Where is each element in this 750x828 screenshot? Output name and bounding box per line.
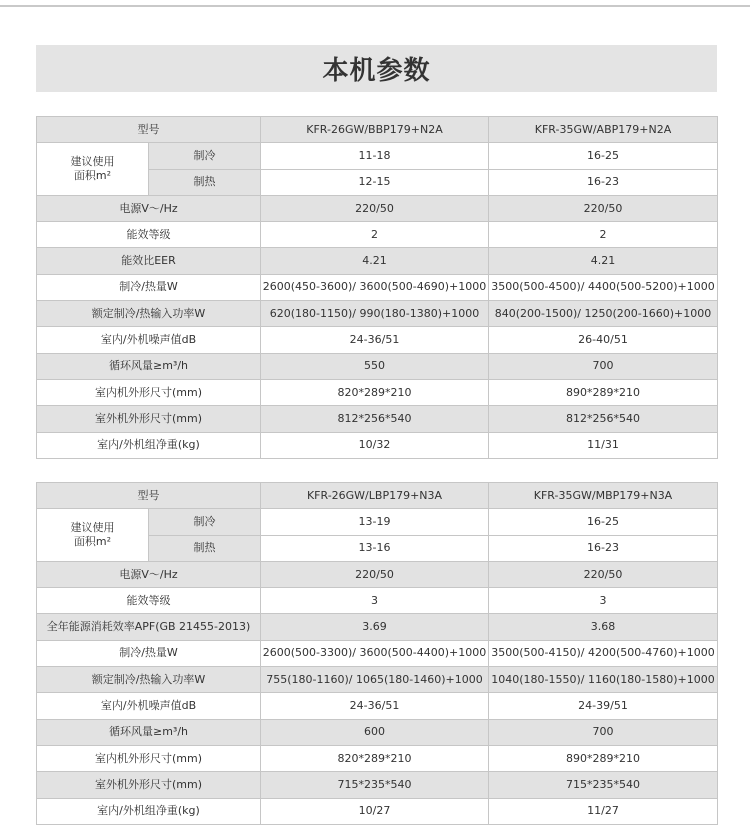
model-label: 型号 [37, 483, 261, 509]
table-row [37, 640, 718, 666]
cool-label: 制冷 [149, 509, 261, 535]
table-row [37, 353, 718, 379]
table-cell: 16-23 [489, 535, 718, 561]
table-cell: 220/50 [261, 561, 489, 587]
table-cell: 10/27 [261, 798, 489, 824]
table-cell: 890*289*210 [489, 745, 718, 771]
table-row [37, 614, 718, 640]
page-title: 本机参数 [322, 56, 431, 86]
table-row [37, 222, 718, 248]
table-cell: 13-19 [261, 509, 489, 535]
table-row [37, 772, 718, 798]
table-cell: 715*235*540 [489, 772, 718, 798]
row-label: 能效等级 [37, 588, 261, 614]
row-label: 循环风量≥m³/h [37, 353, 261, 379]
table-cell: 16-25 [489, 509, 718, 535]
table-row [37, 248, 718, 274]
row-label: 制冷/热量W [37, 274, 261, 300]
row-label: 电源V～/Hz [37, 195, 261, 221]
heat-label: 制热 [149, 169, 261, 195]
table-cell: 220/50 [489, 561, 718, 587]
table-cell: 11/31 [489, 432, 718, 458]
row-label: 电源V～/Hz [37, 561, 261, 587]
table-cell: 24-36/51 [261, 327, 489, 353]
spec-table-1 [36, 116, 718, 459]
row-label: 室外机外形尺寸(mm) [37, 406, 261, 432]
table-cell: 2600(450-3600)/ 3600(500-4690)+1000 [261, 274, 489, 300]
row-label: 循环风量≥m³/h [37, 719, 261, 745]
table-cell: 12-15 [261, 169, 489, 195]
table-cell: 2 [489, 222, 718, 248]
table-cell: 4.21 [489, 248, 718, 274]
table-row [37, 693, 718, 719]
table-row [37, 798, 718, 824]
row-label: 额定制冷/热输入功率W [37, 667, 261, 693]
table-row [37, 667, 718, 693]
row-label: 额定制冷/热输入功率W [37, 301, 261, 327]
top-divider [0, 5, 750, 7]
table-cell: 26-40/51 [489, 327, 718, 353]
table-row [37, 432, 718, 458]
model-name: KFR-26GW/BBP179+N2A [261, 117, 489, 143]
table-cell: 3.68 [489, 614, 718, 640]
title-banner [36, 45, 717, 92]
table-cell: 550 [261, 353, 489, 379]
heat-label: 制热 [149, 535, 261, 561]
table-cell: 11/27 [489, 798, 718, 824]
table-cell: 16-23 [489, 169, 718, 195]
table-cell: 3500(500-4500)/ 4400(500-5200)+1000 [489, 274, 718, 300]
table-row [37, 301, 718, 327]
table-cell: 3500(500-4150)/ 4200(500-4760)+1000 [489, 640, 718, 666]
table-cell: 220/50 [261, 195, 489, 221]
area-cool-row [37, 509, 718, 535]
table-cell: 11-18 [261, 143, 489, 169]
table-row [37, 745, 718, 771]
table-cell: 890*289*210 [489, 379, 718, 405]
table-cell: 3 [489, 588, 718, 614]
row-label: 室内机外形尺寸(mm) [37, 745, 261, 771]
row-label: 室内/外机组净重(kg) [37, 798, 261, 824]
model-name: KFR-35GW/ABP179+N2A [489, 117, 718, 143]
table-cell: 1040(180-1550)/ 1160(180-1580)+1000 [489, 667, 718, 693]
model-name: KFR-26GW/LBP179+N3A [261, 483, 489, 509]
table-cell: 812*256*540 [261, 406, 489, 432]
table-cell: 812*256*540 [489, 406, 718, 432]
header-row [37, 483, 718, 509]
table-cell: 755(180-1160)/ 1065(180-1460)+1000 [261, 667, 489, 693]
row-label: 室外机外形尺寸(mm) [37, 772, 261, 798]
table-cell: 24-39/51 [489, 693, 718, 719]
row-label: 制冷/热量W [37, 640, 261, 666]
table-row [37, 719, 718, 745]
spec-table-2 [36, 482, 718, 825]
row-label: 室内/外机噪声值dB [37, 327, 261, 353]
table-cell: 840(200-1500)/ 1250(200-1660)+1000 [489, 301, 718, 327]
table-cell: 3.69 [261, 614, 489, 640]
row-label: 能效等级 [37, 222, 261, 248]
row-label: 室内机外形尺寸(mm) [37, 379, 261, 405]
table-cell: 700 [489, 719, 718, 745]
row-label: 室内/外机组净重(kg) [37, 432, 261, 458]
table-cell: 3 [261, 588, 489, 614]
area-label: 建议使用 面积m² [37, 509, 149, 562]
table-cell: 600 [261, 719, 489, 745]
model-label: 型号 [37, 117, 261, 143]
table-cell: 620(180-1150)/ 990(180-1380)+1000 [261, 301, 489, 327]
table-row [37, 379, 718, 405]
table-row [37, 274, 718, 300]
table-cell: 820*289*210 [261, 745, 489, 771]
area-label: 建议使用 面积m² [37, 143, 149, 196]
table-cell: 16-25 [489, 143, 718, 169]
table-cell: 2 [261, 222, 489, 248]
row-label: 室内/外机噪声值dB [37, 693, 261, 719]
table-cell: 715*235*540 [261, 772, 489, 798]
table-row [37, 195, 718, 221]
model-name: KFR-35GW/MBP179+N3A [489, 483, 718, 509]
table-cell: 24-36/51 [261, 693, 489, 719]
table-cell: 10/32 [261, 432, 489, 458]
table-row [37, 406, 718, 432]
table-cell: 700 [489, 353, 718, 379]
table-cell: 2600(500-3300)/ 3600(500-4400)+1000 [261, 640, 489, 666]
table-row [37, 327, 718, 353]
table-cell: 220/50 [489, 195, 718, 221]
cool-label: 制冷 [149, 143, 261, 169]
row-label: 能效比EER [37, 248, 261, 274]
table-cell: 820*289*210 [261, 379, 489, 405]
table-row [37, 588, 718, 614]
table-cell: 13-16 [261, 535, 489, 561]
header-row [37, 117, 718, 143]
row-label: 全年能源消耗效率APF(GB 21455-2013) [37, 614, 261, 640]
area-cool-row [37, 143, 718, 169]
table-cell: 4.21 [261, 248, 489, 274]
table-row [37, 561, 718, 587]
